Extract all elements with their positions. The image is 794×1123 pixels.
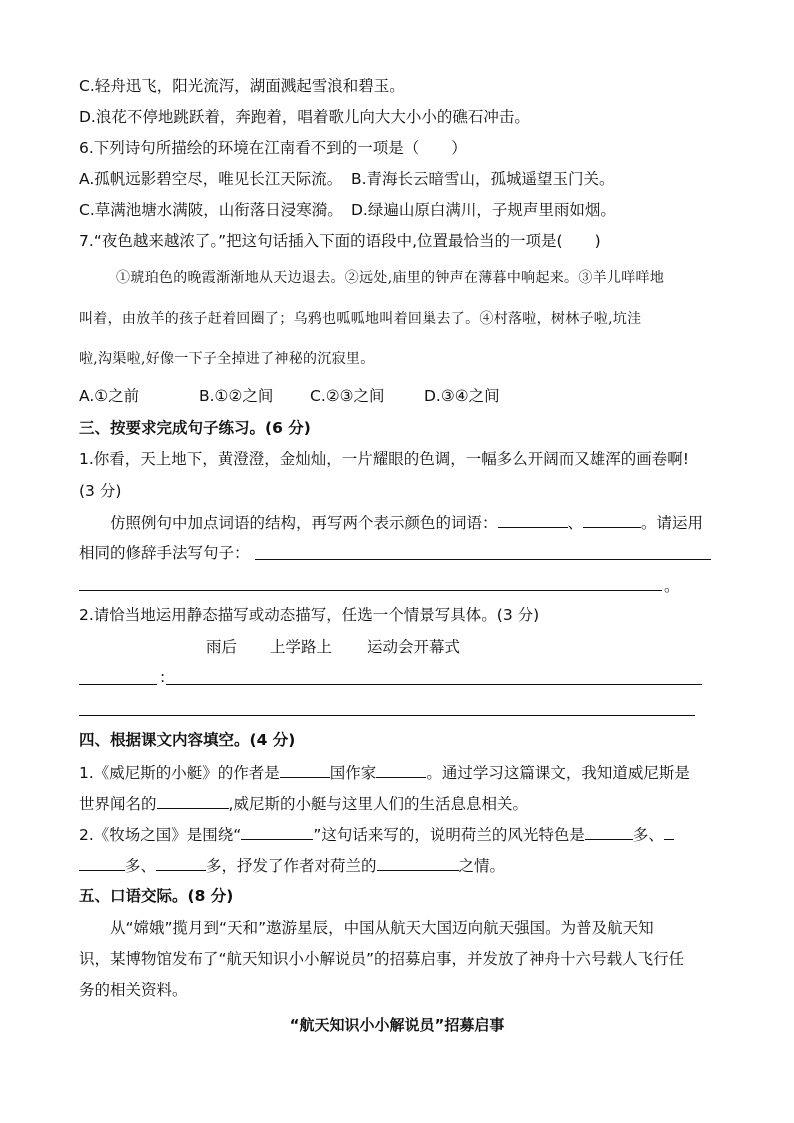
feeling-blank[interactable]: [377, 855, 459, 871]
scene-option: 运动会开幕式: [367, 638, 461, 656]
q6-option-b: B.青海长云暗雪山，孤城遥望玉门关。: [351, 170, 615, 188]
q7-stem: [79, 231, 601, 251]
q7-passage-line: ①琥珀色的晚霞渐渐地从天边退去。②远处,庙里的钟声在薄暮中响起来。③羊儿咩咩地: [116, 270, 665, 286]
q6-stem: [79, 138, 467, 158]
s3-q1-line1: 1.你看，天上地下，黄澄澄，金灿灿，一片耀眼的色调，一幅多么开阔而又雄浑的画卷啊!: [79, 450, 690, 468]
famous-for-blank[interactable]: [157, 793, 229, 809]
s4-q2-e: 多，抒发了作者对荷兰的: [206, 857, 377, 875]
q5-option-d: D.浪花不停地跳跃着，奔跑着，唱着歌儿向大大小小的礁石冲击。: [79, 108, 530, 126]
section-3-title: 三、按要求完成句子练习。(6 分): [79, 419, 311, 437]
s4-q1-b: 国作家: [329, 764, 377, 782]
s4-q2-f: 之情。: [458, 857, 506, 875]
author-country-blank[interactable]: [280, 762, 330, 778]
s4-q1-d: 世界闻名的: [79, 795, 157, 813]
q6-option-c: C.草满池塘水满陂，山衔落日浸寒漪。: [79, 201, 343, 219]
q7-option-c: C.②③之间: [310, 387, 385, 405]
s3-q1-instr-c: 相同的修辞手法写句子：: [79, 544, 250, 562]
s4-q1-a: 1.《威尼斯的小艇》的作者是: [79, 764, 280, 782]
s5-paragraph-line: 识，某博物馆发布了“航天知识小小解说员”的招募启事，并发放了神舟十六号载人飞行任: [79, 950, 685, 968]
scene-option: 上学路上: [270, 638, 333, 656]
q6-stem-end: ）: [451, 139, 467, 157]
q6-option-a: A.孤帆远影碧空尽，唯见长江天际流。: [79, 170, 343, 188]
s4-q1-line2: [79, 793, 528, 814]
notice-title: “航天知识小小解说员”招募启事: [289, 1016, 505, 1034]
q7-option-b: B.①②之间: [199, 387, 274, 405]
s4-q2-a: 2.《牧场之国》是围绕“: [79, 826, 242, 844]
s4-q2-d: 多、: [125, 857, 157, 875]
q7-stem-text: 7.“夜色越来越浓了。”把这句话插入下面的语段中,位置最恰当的一项是(: [79, 232, 563, 250]
s4-q2-b: ”这句话来写的，说明荷兰的风光特色是: [313, 826, 585, 844]
s3-q1-instr-a: 仿照例句中加点词语的结构，再写两个表示颜色的词语：: [110, 514, 498, 532]
q7-passage-line: 啦,沟渠啦,好像一下子全掉进了神秘的沉寂里。: [79, 351, 375, 367]
s5-paragraph-line: 务的相关资料。: [79, 981, 188, 999]
q7-passage-line: 叫着，由放羊的孩子赶着回圈了；乌鸦也呱呱地叫着回巢去了。④村落啦，树林子啦,坑洼: [79, 311, 642, 327]
s3-q1-end-mark: 。: [664, 577, 680, 595]
q7-option-a: A.①之前: [79, 387, 140, 405]
q6-stem-text: 6.下列诗句所描绘的环境在江南看不到的一项是（: [79, 139, 420, 157]
feature-blank-3[interactable]: [156, 855, 206, 871]
s4-q1-e: ,威尼斯的小艇与这里人们的生活息息相关。: [228, 795, 528, 813]
color-word-blank-2[interactable]: [583, 512, 641, 528]
scene-colon: :: [160, 668, 166, 686]
scene-option: 雨后: [206, 638, 238, 656]
s4-q2-c: 多、: [632, 826, 664, 844]
scene-answer-line[interactable]: [166, 684, 702, 685]
author-name-blank[interactable]: [376, 762, 426, 778]
feature-blank-1[interactable]: [585, 824, 633, 840]
section-5-title: 五、口语交际。(8 分): [79, 887, 234, 905]
scene-answer-line[interactable]: [79, 715, 695, 716]
s3-q1-line2: (3 分): [79, 482, 122, 500]
feature-blank-2[interactable]: [79, 855, 125, 871]
key-sentence-blank[interactable]: [241, 824, 313, 840]
q5-option-c: C.轻舟迅飞，阳光流泻，湖面溅起雪浪和碧玉。: [79, 77, 405, 95]
s3-q1-instr-b: 。请运用: [641, 514, 704, 532]
sentence-answer-line[interactable]: [255, 559, 711, 560]
s4-q1-line1: [79, 762, 690, 783]
section-4-title: 四、根据课文内容填空。(4 分): [79, 731, 296, 749]
s3-q1-instruction: [110, 512, 703, 533]
s4-q2-line2: [79, 855, 505, 876]
q7-option-d: D.③④之间: [424, 387, 500, 405]
color-word-blank-1[interactable]: [498, 512, 568, 528]
s3-q2-stem: 2.请恰当地运用静态描写或动态描写，任选一个情景写具体。(3 分): [79, 606, 540, 624]
s3-q1-instr-sep: 、: [567, 514, 584, 532]
s4-q1-c: 。通过学习这篇课文，我知道威尼斯是: [426, 764, 690, 782]
feature-blank-2-start[interactable]: [664, 824, 674, 840]
scene-choice-blank[interactable]: [79, 684, 157, 685]
q6-option-d: D.绿遍山原白满川，子规声里雨如烟。: [351, 201, 616, 219]
s4-q2-line1: [79, 824, 674, 845]
q7-stem-end: ): [594, 232, 601, 250]
sentence-answer-line[interactable]: [79, 590, 662, 591]
s5-paragraph-line: 从“嫦娥”揽月到“天和”遨游星辰，中国从航天大国迈向航天强国。为普及航天知: [110, 919, 654, 937]
s3-q1-instr-line2: [79, 543, 250, 563]
